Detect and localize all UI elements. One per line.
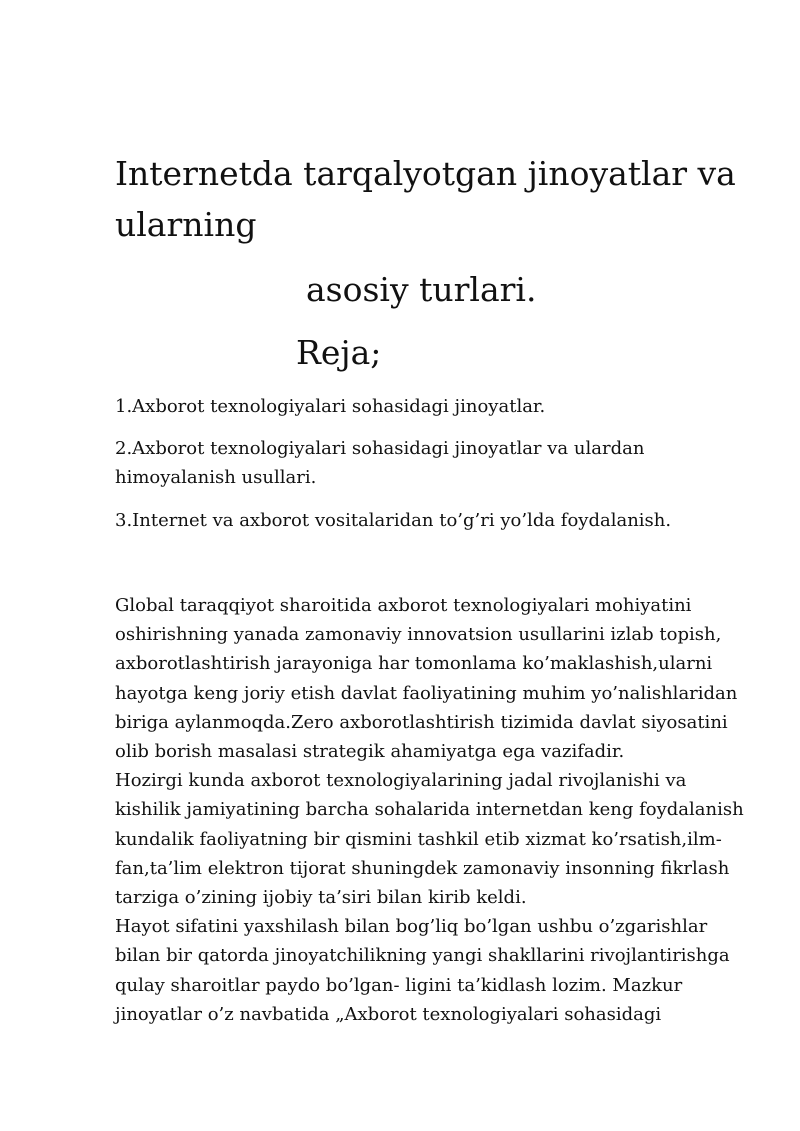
body-line: bilan bir qatorda jinoyatchilikning yangi shakllarini rivojlantirishga (115, 945, 730, 967)
document-title-line-2: ularning (115, 205, 257, 244)
body-line: fan,ta’lim elektron tijorat shuningdek zamonaviy insonning fikrlash (115, 857, 730, 879)
body-line: Global taraqqiyot sharoitida axborot texnologiyalari mohiyatini (115, 595, 692, 616)
body-line: jinoyatlar o’z navbatida „Axborot texnologiyalari sohasidagi (115, 1003, 662, 1025)
body-line: hayotga keng joriy etish davlat faoliyatining muhim yo’nalishlaridan (115, 682, 738, 704)
body-paragraphs (115, 591, 775, 1029)
plan-item: 2.Axborot texnologiyalari sohasidagi jinoyatlar va ulardan himoyalanish usullari. (115, 438, 645, 488)
body-line: kishilik jamiyatining barcha sohalarida internetdan keng foydalanish (115, 799, 744, 821)
body-line: axborotlashtirish jarayoniga har tomonlama ko’maklashish,ularni (115, 653, 713, 675)
body-line: olib borish masalasi strategik ahamiyatga ega vazifadir. (115, 741, 625, 763)
body-line: kundalik faoliyatning bir qismini tashkil etib xizmat ko’rsatish,ilm- (115, 828, 722, 850)
body-line: oshirishning yanada zamonaviy innovatsion usullarini izlab topish, (115, 624, 722, 646)
body-line: biriga aylanmoqda.Zero axborotlashtirish tizimida davlat siyosatini (115, 711, 728, 733)
body-line: Hayot sifatini yaxshilash bilan bog’liq bo’lgan ushbu o’zgarishlar (115, 916, 708, 938)
body-line: qulay sharoitlar paydo bo’lgan- ligini ta’kidlash lozim. Mazkur (115, 974, 683, 996)
plan-item: 3.Internet va axborot vositalaridan to’g’ri yo’lda foydalanish. (115, 510, 672, 531)
plan-heading: Reja; (296, 333, 382, 372)
body-line: tarziga o’zining ijobiy ta’siri bilan kirib keldi. (115, 887, 527, 909)
document-title-line-3: asosiy turlari. (306, 270, 537, 309)
document-title-line-1: Internetda tarqalyotgan jinoyatlar va (115, 154, 736, 193)
plan-item: 1.Axborot texnologiyalari sohasidagi jinoyatlar. (115, 396, 546, 417)
body-line: Hozirgi kunda axborot texnologiyalarining jadal rivojlanishi va (115, 770, 687, 792)
